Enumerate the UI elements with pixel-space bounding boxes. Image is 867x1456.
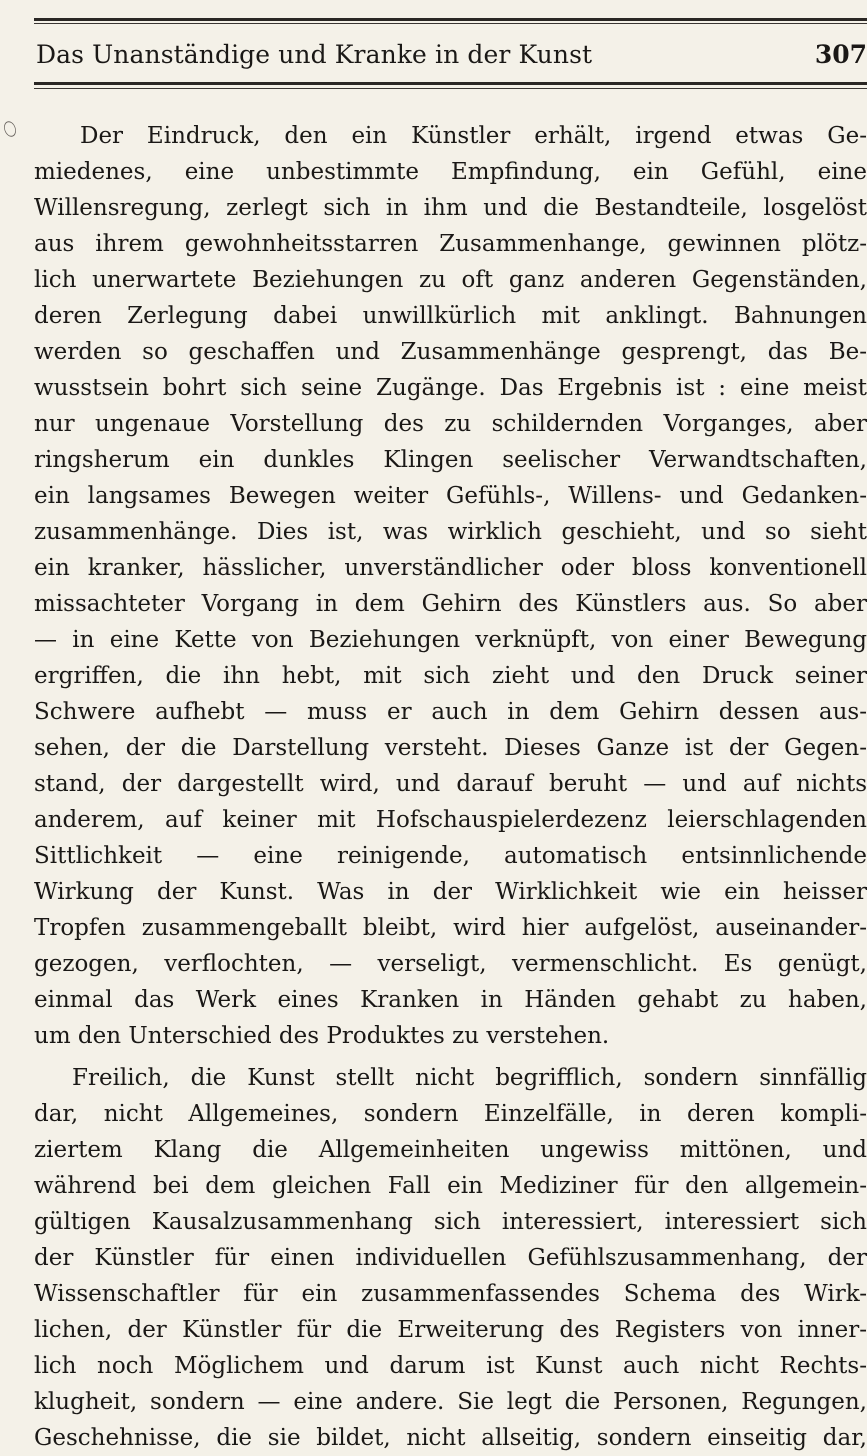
page-number: 307 — [814, 40, 867, 69]
text-line: um den Unterschied des Produktes zu verstehen. — [34, 1023, 610, 1049]
header-rule-bottom-thin — [34, 88, 867, 89]
paragraph-1 — [34, 118, 867, 1054]
text-line: Sittlichkeit — eine reinigende, automatisch entsinnlichende — [34, 843, 867, 869]
text-line: wusstsein bohrt sich seine Zugänge. Das Ergebnis ist : eine meist — [34, 375, 867, 401]
text-line: aus ihrem gewohnheitsstarren Zusammenhange, gewinnen plötz- — [34, 231, 867, 257]
text-line: gültigen Kausalzusammenhang sich interessiert, interessiert sich — [34, 1209, 867, 1235]
text-line: Schwere aufhebt — muss er auch in dem Gehirn dessen aus- — [34, 699, 867, 725]
running-head-title: Das Unanständige und Kranke in der Kunst — [36, 40, 593, 69]
text-line: ergriffen, die ihn hebt, mit sich zieht und den Druck seiner — [34, 663, 867, 689]
text-line: ziertem Klang die Allgemeinheiten ungewiss mittönen, und — [34, 1137, 867, 1163]
text-line: Der Eindruck, den ein Künstler erhält, irgend etwas Ge- — [80, 123, 867, 149]
text-line: zusammenhänge. Dies ist, was wirklich geschieht, und so sieht — [34, 519, 867, 545]
text-line: — in eine Kette von Beziehungen verknüpft, von einer Bewegung — [34, 627, 867, 653]
text-line: lich noch Möglichem und darum ist Kunst auch nicht Rechts- — [34, 1353, 867, 1379]
text-line: stand, der dargestellt wird, und darauf beruht — und auf nichts — [34, 771, 867, 797]
text-line: Wirkung der Kunst. Was in der Wirklichkeit wie ein heisser — [34, 879, 867, 905]
text-line: werden so geschaffen und Zusammenhänge gesprengt, das Be- — [34, 339, 867, 365]
text-line: ein langsames Bewegen weiter Gefühls-, Willens- und Gedanken- — [34, 483, 867, 509]
text-line: Geschehnisse, die sie bildet, nicht allseitig, sondern einseitig dar, — [34, 1425, 867, 1451]
text-line: während bei dem gleichen Fall ein Mediziner für den allgemein- — [34, 1173, 867, 1199]
header-rule-top-thin — [34, 23, 867, 24]
text-line: lich unerwartete Beziehungen zu oft ganz anderen Gegenständen, — [34, 267, 867, 293]
text-line: ringsherum ein dunkles Klingen seelischer Verwandtschaften, — [34, 447, 867, 473]
text-line: sehen, der die Darstellung versteht. Dieses Ganze ist der Gegen- — [34, 735, 867, 761]
text-line: ein kranker, hässlicher, unverständlicher oder bloss konventionell — [34, 555, 867, 581]
header-rule-top — [34, 18, 867, 21]
text-line: einmal das Werk eines Kranken in Händen gehabt zu haben, — [34, 987, 867, 1013]
text-line: dar, nicht Allgemeines, sondern Einzelfälle, in deren kompli- — [34, 1101, 867, 1127]
body-text — [34, 118, 867, 1456]
text-line: der Künstler für einen individuellen Gefühlszusammenhang, der — [34, 1245, 867, 1271]
paragraph-2 — [34, 1060, 867, 1456]
text-line: Wissenschaftler für ein zusammenfassendes Schema des Wirk- — [34, 1281, 867, 1307]
text-line: missachteter Vorgang in dem Gehirn des Künstlers aus. So aber — [34, 591, 867, 617]
text-line: nur ungenaue Vorstellung des zu schildernden Vorganges, aber — [34, 411, 867, 437]
text-line: gezogen, verflochten, — verseligt, vermenschlicht. Es genügt, — [34, 951, 867, 977]
text-line: deren Zerlegung dabei unwillkürlich mit anklingt. Bahnungen — [34, 303, 867, 329]
text-line: Willensregung, zerlegt sich in ihm und die Bestandteile, losgelöst — [34, 195, 867, 221]
header-rule-bottom — [34, 82, 867, 85]
text-line: miedenes, eine unbestimmte Empfindung, ein Gefühl, eine — [34, 159, 867, 185]
text-line: Freilich, die Kunst stellt nicht begrifflich, sondern sinnfällig — [72, 1065, 867, 1091]
text-line: Tropfen zusammengeballt bleibt, wird hier aufgelöst, auseinander- — [34, 915, 867, 941]
text-line: lichen, der Künstler für die Erweiterung des Registers von inner- — [34, 1317, 867, 1343]
margin-pencil-mark-icon — [2, 120, 18, 139]
text-line: klugheit, sondern — eine andere. Sie legt die Personen, Regungen, — [34, 1389, 867, 1415]
text-line: anderem, auf keiner mit Hofschauspielerdezenz leierschlagenden — [34, 807, 867, 833]
